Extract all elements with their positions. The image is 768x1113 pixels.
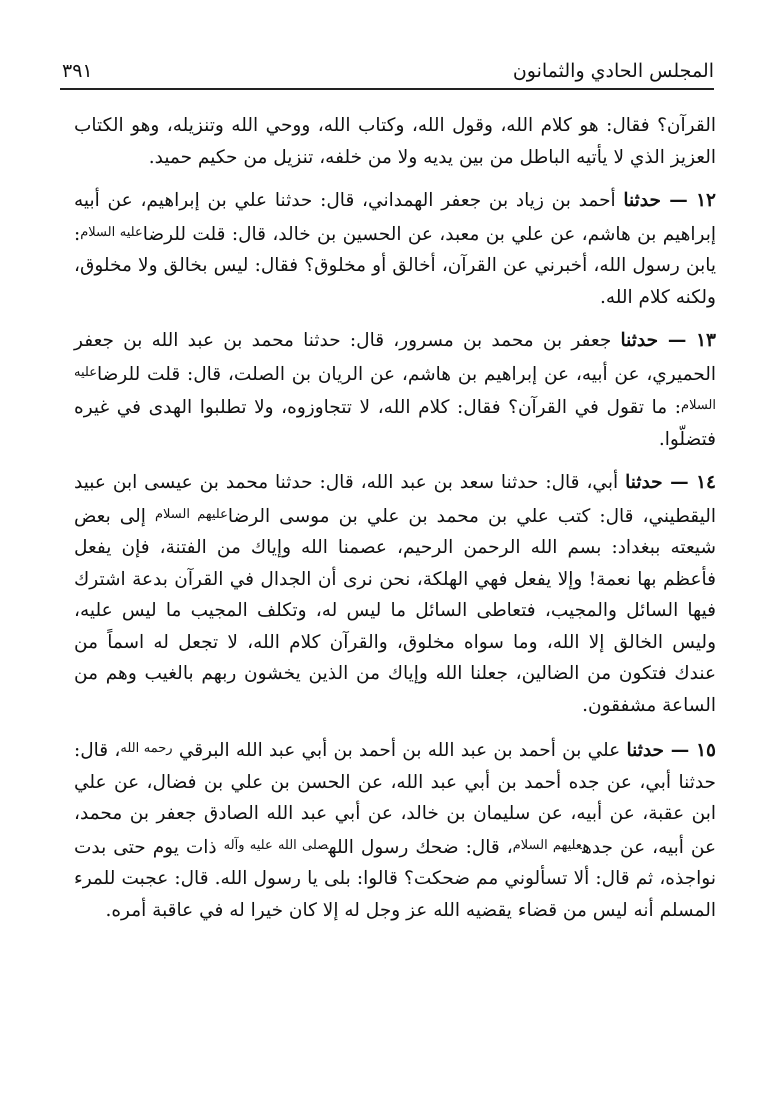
hadith-12 bbox=[74, 185, 716, 313]
honorific-symbol: رحمه الله bbox=[120, 741, 173, 756]
page-header bbox=[62, 58, 714, 86]
paragraph-text-cont: : يابن رسول الله، أخبرني عن القرآن، أخالق أو مخلوق؟ فقال: ليس بخالق ولا مخلوق، ولكنه كلام الله. bbox=[74, 223, 716, 308]
dash-separator: — bbox=[663, 740, 697, 761]
running-title: المجلس الحادي والثمانون bbox=[512, 60, 714, 82]
narration-keyword: حدثنا bbox=[626, 740, 664, 761]
hadith-number: ١٤ bbox=[696, 472, 716, 493]
header-divider bbox=[60, 88, 714, 90]
honorific-symbol: عليهم السلام bbox=[154, 506, 228, 522]
paragraph-text: أبي، قال: حدثنا سعد بن عبد الله، قال: حدثنا محمد بن عيسى ابن عبيد اليقطيني، قال: كتب علي بن محمد بن علي بن موسى الرضا bbox=[74, 472, 716, 527]
honorific-symbol-3: صلى الله عليه وآله bbox=[223, 837, 329, 853]
hadith-13 bbox=[74, 325, 716, 455]
dash-separator: — bbox=[660, 190, 697, 211]
narration-keyword: حدثنا bbox=[623, 190, 661, 211]
paragraph-text-cont: : ما تقول في القرآن؟ فقال: كلام الله، لا تتجاوزوه، ولا تطلبوا الهدى في غيره فتضلّوا. bbox=[74, 397, 716, 450]
hadith-number: ١٥ bbox=[696, 740, 716, 761]
hadith-15 bbox=[74, 733, 716, 926]
page-body bbox=[74, 110, 716, 1100]
page-number: ٣٩١ bbox=[62, 60, 93, 82]
narration-keyword: حدثنا bbox=[620, 330, 659, 351]
paragraph-text-cont: ، قال: حدثنا أبي، عن جده أحمد بن أبي عبد الله، عن الحسن بن علي بن فضال، عن علي ابن عقبة، عن أبيه، عن سليمان بن خالد، عن أبي عبد الله الصادق جعفر بن محمد، عن أبيه، عن جده bbox=[74, 740, 716, 858]
paragraph-text: أحمد بن زياد بن جعفر الهمداني، قال: حدثنا علي بن إبراهيم، عن أبيه إبراهيم بن هاشم، عن علي بن معبد، عن الحسين بن خالد، قال: قلت للرضا bbox=[74, 190, 716, 245]
honorific-symbol: عليه السلام bbox=[80, 224, 143, 240]
paragraph-text-cont: إلى بعض شيعته ببغداد: بسم الله الرحمن الرحيم، عصمنا الله وإياك من الفتنة، فإن يفعل فأعظم بها نعمة! وإلا يفعل فهي الهلكة، نحن نرى أن الجدال في القرآن بدعة اشترك فيها السائل والمجيب، فتعاطى السائل ما ليس له، وتكلف المجيب ما ليس عليه، وليس الخالق إلا الله، وما سواه مخلوق، والقرآن كلام الله، لا تجعل له اسماً من عندك فتكون من الضالين، جعلنا الله وإياك من الذين يخشون ربهم بالغيب وهم من الساعة مشفقون. bbox=[74, 505, 716, 716]
paragraph-text: جعفر بن محمد بن مسرور، قال: حدثنا محمد بن عبد الله بن جعفر الحميري، عن أبيه، عن إبراهيم بن هاشم، عن الريان بن الصلت، قال: قلت للرضا bbox=[74, 330, 716, 385]
honorific-symbol: عليه السلام bbox=[74, 364, 716, 413]
hadith-number: ١٢ bbox=[696, 190, 716, 211]
paragraph-text-cont-3: ذات يوم حتى بدت نواجذه، ثم قال: ألا تسألوني مم ضحكت؟ قالوا: بلى يا رسول الله. قال: عجبت للمرء المسلم أنه ليس من قضاء يقضيه الله عز وجل له إلا كان خيرا له في عاقبة أمره. bbox=[74, 836, 716, 921]
dash-separator: — bbox=[658, 330, 697, 351]
paragraph-text: القرآن؟ فقال: هو كلام الله، وقول الله، وكتاب الله، ووحي الله وتنزيله، وهو الكتاب العزيز الذي لا يأتيه الباطل من بين يديه ولا من خلفه، تنزيل من حكيم حميد. bbox=[74, 115, 716, 168]
dash-separator: — bbox=[662, 472, 697, 493]
paragraph-text-cont-2: ، قال: ضحك رسول الله bbox=[328, 836, 513, 858]
hadith-14 bbox=[74, 467, 716, 721]
honorific-symbol-2: عليهم السلام bbox=[512, 837, 583, 853]
narration-keyword: حدثنا bbox=[625, 472, 663, 493]
hadith-number: ١٣ bbox=[696, 330, 716, 351]
paragraph-continuation bbox=[74, 110, 716, 173]
paragraph-text: علي بن أحمد بن عبد الله بن أحمد بن أبي عبد الله البرقي bbox=[178, 740, 621, 761]
